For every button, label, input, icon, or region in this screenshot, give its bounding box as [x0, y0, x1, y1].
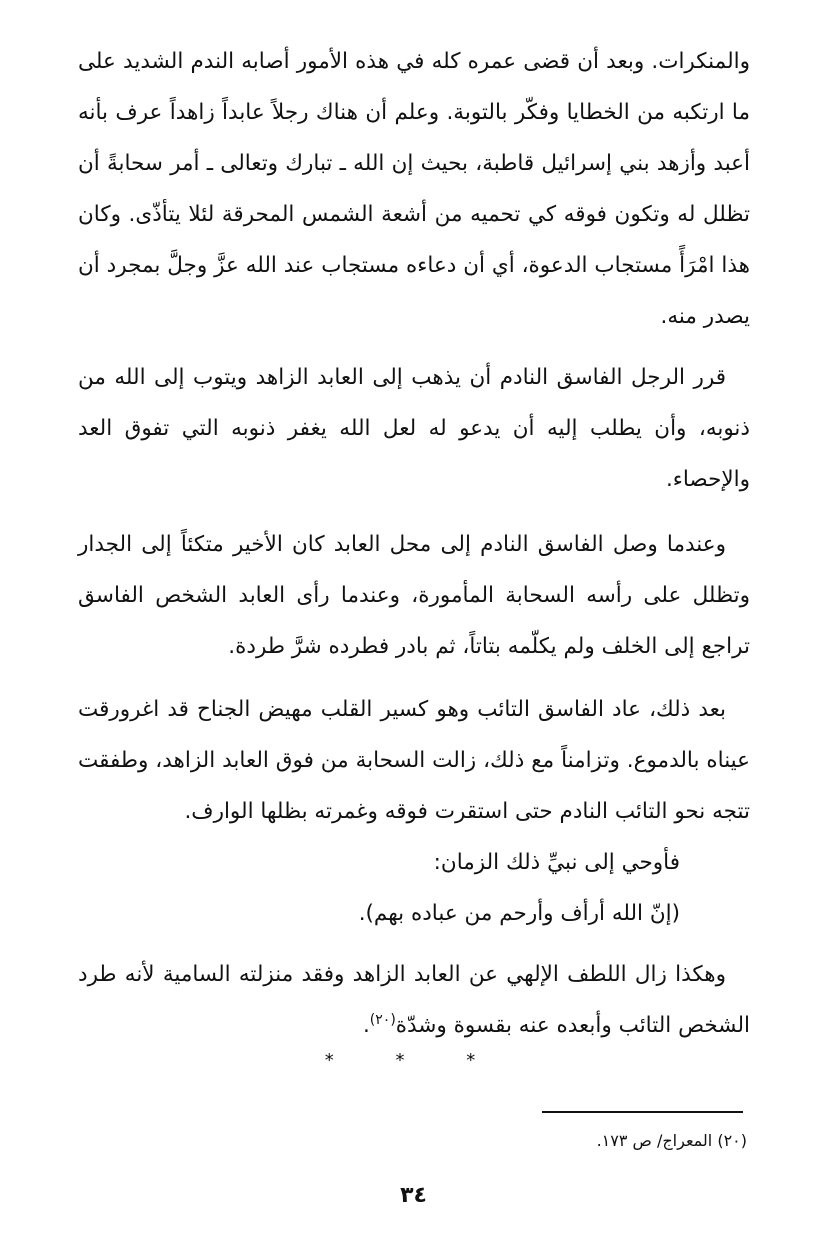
paragraph-2: قرر الرجل الفاسق النادم أن يذهب إلى العابد الزاهد ويتوب إلى الله من ذنوبه، وأن يطلب إليه أن يدعو له لعل الله يغفر ذنوبه التي تفوق العد والإحصاء. [78, 365, 750, 492]
paragraph-3: وعندما وصل الفاسق النادم إلى محل العابد كان الأخير متكئاً إلى الجدار وتظلل على رأسه السحابة المأمورة، وعندما رأى العابد الشخص الفاسق تراجع إلى الخلف ولم يكلّمه بتاتاً، ثم بادر فطرده شرَّ طردة. [78, 532, 750, 659]
footnote-divider [542, 1111, 743, 1113]
paragraph-conclusion-text: وهكذا زال اللطف الإلهي عن العابد الزاهد وفقد منزلته السامية لأنه طرد الشخص التائب وأبعده عنه بقسوة وشدّة [78, 962, 750, 1038]
revelation-intro: فأوحي إلى نبيِّ ذلك الزمان: [433, 850, 680, 875]
paragraph-4: بعد ذلك، عاد الفاسق التائب وهو كسير القلب مهيض الجناح قد اغرورقت عيناه بالدموع. وتزامناً مع ذلك، زالت السحابة من فوق العابد الزاهد، وطفقت تتجه نحو التائب النادم حتى استقرت فوقه وغمرته بظلها الوارف. [78, 697, 750, 824]
footnote-reference: (٢٠) [369, 1011, 396, 1028]
paragraph-conclusion [78, 949, 750, 1051]
footnote: (٢٠) المعراج/ ص ١٧٣. [596, 1131, 747, 1150]
section-separator: * * * [324, 1050, 504, 1071]
paragraph-conclusion-end: . [362, 1013, 370, 1038]
divine-quote: (إنّ الله أرأف وأرحم من عباده بهم). [358, 901, 680, 926]
body-text [78, 36, 750, 1051]
paragraph-1: والمنكرات. وبعد أن قضى عمره كله في هذه الأمور أصابه الندم الشديد على ما ارتكبه من الخطايا وفكّر بالتوبة. وعلم أن هناك رجلاً عابداً زاهداً عرف بأنه أعبد وأزهد بني إسرائيل قاطبة، بحيث إن الله ـ تبارك وتعالى ـ أمر سحابةً أن تظلل له وتكون فوقه كي تحميه من أشعة الشمس المحرقة لئلا يتأذّى. وكان هذا امْرَأً مستجاب الدعوة، أي أن دعاءه مستجاب عند الله عزَّ وجلَّ بمجرد أن يصدر منه. [78, 49, 750, 329]
page-number: ٣٤ [400, 1183, 427, 1208]
